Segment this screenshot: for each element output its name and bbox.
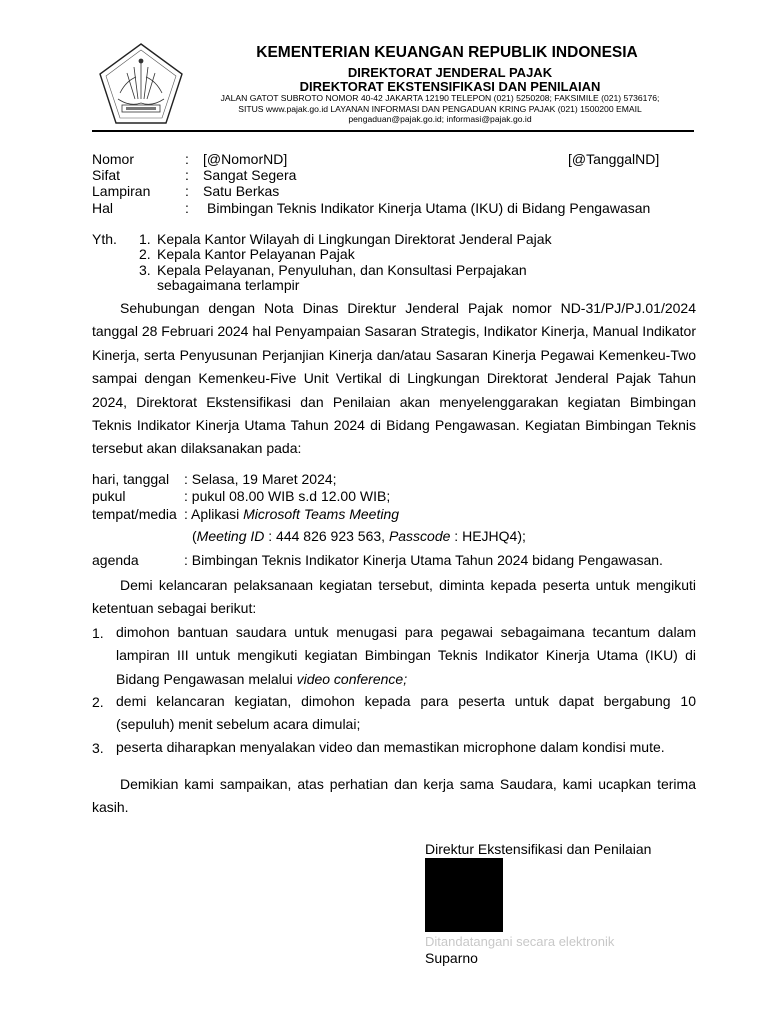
recipient-1: Kepala Kantor Wilayah di Lingkungan Direktorat Jenderal Pajak — [157, 231, 552, 247]
lampiran-value: Satu Berkas — [203, 183, 280, 199]
directorate-general-name: DIREKTORAT JENDERAL PAJAK — [347, 65, 553, 80]
pukul-value: : pukul 08.00 WIB s.d 12.00 WIB; — [184, 488, 391, 504]
meeting-id-label: Meeting ID — [196, 528, 265, 544]
yth-label: Yth. — [92, 231, 117, 247]
sifat-label: Sifat — [92, 167, 121, 183]
agenda-label: agenda — [92, 552, 139, 568]
nomor-label: Nomor — [92, 151, 135, 167]
lampiran-label: Lampiran — [92, 183, 151, 199]
letterhead-divider — [92, 130, 694, 132]
e-signature-note: Ditandatangani secara elektronik — [425, 934, 615, 949]
sifat-value: Sangat Segera — [203, 167, 297, 183]
requirement-num-2: 2. — [92, 694, 104, 710]
hari-value: : Selasa, 19 Maret 2024; — [184, 471, 337, 487]
tempat-label: tempat/media — [92, 506, 177, 522]
recipient-num-3: 3. — [139, 262, 151, 278]
pukul-label: pukul — [92, 488, 126, 504]
ministry-logo — [96, 41, 186, 129]
hal-colon: : — [185, 200, 189, 216]
sifat-colon: : — [185, 167, 189, 183]
requirement-2: demi kelancaran kegiatan, dimohon kepada para peserta untuk dapat bergabung 10 (sepuluh) menit sebelum acara dimulai; — [116, 693, 696, 733]
requirements-intro: Demi kelancaran pelaksanaan kegiatan tersebut, diminta kepada peserta untuk mengikuti ketentuan sebagai berikut: — [92, 577, 696, 617]
signatory-name: Suparno — [425, 950, 478, 966]
requirement-1 — [116, 621, 696, 691]
passcode-value: : HEJHQ4); — [450, 528, 526, 544]
recipient-num-1: 1. — [139, 231, 151, 247]
hal-value: Bimbingan Teknis Indikator Kinerja Utama (IKU) di Bidang Pengawasan — [207, 200, 651, 216]
intro-paragraph: Sehubungan dengan Nota Dinas Direktur Jenderal Pajak nomor ND-31/PJ/PJ.01/2024 tanggal 28 Februari 2024 hal Penyampaian Sasaran Strategis, Indikator Kinerja, Manual Indikator Kinerja, serta Penyusunan Perjanjian Kinerja dan/atau Sasaran Kinerja Pegawai Kemenkeu-Two sampai dengan Kemenkeu-Five Unit Vertikal di Lingkungan Direktorat Jenderal Pajak Tahun 2024, Direktorat Ekstensifikasi dan Penilaian akan menyelenggarakan kegiatan Bimbingan Teknis Indikator Kinerja Utama Tahun 2024 di Bidang Pengawasan. Kegiatan Bimbingan Teknis tersebut akan dilaksanakan pada: — [92, 300, 696, 457]
tempat-value — [184, 506, 399, 522]
ministry-name: KEMENTERIAN KEUANGAN REPUBLIK INDONESIA — [256, 44, 638, 61]
nomor-value: [@NomorND] — [203, 151, 288, 167]
address-line-1: JALAN GATOT SUBROTO NOMOR 40-42 JAKARTA 12190 TELEPON (021) 5250208; FAKSIMILE (021) 5736176; — [220, 93, 660, 103]
agenda-value: : Bimbingan Teknis Indikator Kinerja Utama Tahun 2024 bidang Pengawasan. — [184, 552, 663, 568]
directorate-name: DIREKTORAT EKSTENSIFIKASI DAN PENILAIAN — [299, 79, 601, 94]
signature-qr-redacted — [425, 858, 503, 932]
hari-label: hari, tanggal — [92, 471, 170, 487]
tempat-prefix: : Aplikasi — [184, 506, 244, 522]
recipient-3: Kepala Pelayanan, Penyuluhan, dan Konsultasi Perpajakan — [157, 262, 527, 278]
signatory-position: Direktur Ekstensifikasi dan Penilaian — [425, 841, 652, 857]
hal-label: Hal — [92, 200, 114, 216]
requirement-1-italic: video conference; — [296, 670, 408, 687]
recipient-num-2: 2. — [139, 246, 151, 262]
recipient-3-continuation: sebagaimana terlampir — [157, 277, 300, 293]
meeting-id-value: : 444 826 923 563, — [264, 528, 389, 544]
requirement-1-text: dimohon bantuan saudara untuk menugasi para pegawai sebagaimana tecantum dalam lampiran III untuk mengikuti kegiatan Bimbingan Teknis Indikator Kinerja Utama (IKU) di Bidang Pengawasan melalui — [116, 624, 696, 687]
requirement-3: peserta diharapkan menyalakan video dan memastikan microphone dalam kondisi mute. — [116, 739, 665, 755]
closing-paragraph: Demikian kami sampaikan, atas perhatian dan kerja sama Saudara, kami ucapkan terima kasih. — [92, 776, 696, 816]
meeting-open: ( — [192, 528, 197, 544]
lampiran-colon: : — [185, 183, 189, 199]
ministry-of-finance-emblem-icon — [96, 41, 186, 129]
passcode-label: Passcode — [388, 528, 451, 544]
address-line-2: SITUS www.pajak.go.id LAYANAN INFORMASI DAN PENGADUAN KRING PAJAK (021) 1500200 EMAIL — [238, 104, 642, 114]
nomor-colon: : — [185, 151, 189, 167]
tempat-app: Microsoft Teams Meeting — [243, 506, 400, 522]
address-line-3: pengaduan@pajak.go.id; informasi@pajak.go.id — [348, 114, 532, 124]
requirement-num-1: 1. — [92, 625, 104, 641]
recipient-2: Kepala Kantor Pelayanan Pajak — [157, 246, 355, 262]
meeting-details — [192, 528, 526, 544]
tanggal-value: [@TanggalND] — [568, 151, 660, 167]
requirement-num-3: 3. — [92, 740, 104, 756]
